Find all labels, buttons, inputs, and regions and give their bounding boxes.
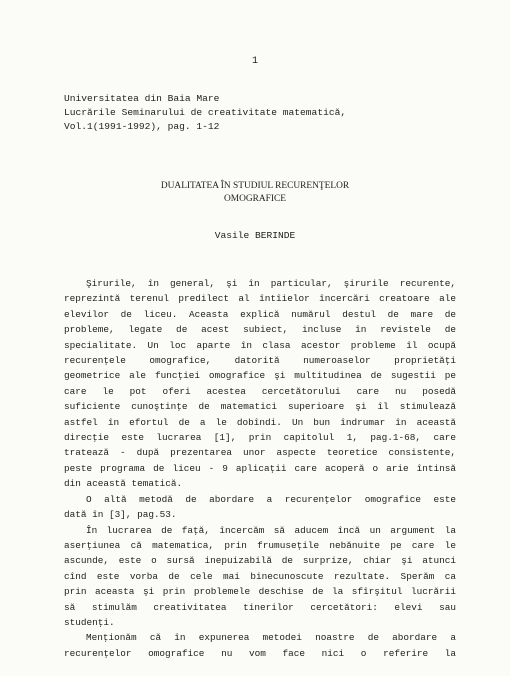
text-line: din această tematică.	[64, 478, 183, 490]
text-line: reprezintă terenul predilect al întîielor încercări creatoare ale	[64, 293, 456, 305]
paragraph	[64, 492, 456, 523]
text-line: tratează - după prezentarea unor aspecte teoretice consistente,	[64, 447, 456, 459]
text-line: probleme, legate de acest subiect, incluse în revistele de	[64, 324, 456, 336]
text-line: cînd este vorba de cele mai binecunoscute rezultate. Sperăm ca	[64, 570, 456, 582]
text-line: recurenţele omografice, datorită numeroaselor proprietăţi	[64, 355, 456, 367]
author-name: Vasile BERINDE	[214, 230, 296, 241]
text-line: specialitate. Un loc aparte în clasa acestor probleme îl ocupă	[64, 339, 456, 351]
paragraph	[64, 523, 456, 631]
text-line: Menţionăm că în expunerea metodei noastre de abordare a	[86, 632, 456, 644]
text-line: ascunde, este o sursă inepuizabilă de surprize, chiar şi atunci	[64, 555, 456, 567]
header-university: Universitatea din Baia Mare	[64, 93, 220, 104]
text-line: studenţi.	[64, 616, 115, 628]
title-line-2: OMOGRAFICE	[224, 194, 286, 204]
text-line: prin aceasta şi prin problemele deschise de la sfîrşitul lucrării	[64, 586, 456, 598]
text-line: geometrice ale funcţiei omografice şi multitudinea de sugestii pe	[64, 370, 456, 382]
text-line: direcţie este lucrarea [1], prin capitolul 1, pag.1-68, care	[64, 432, 456, 444]
page-number: 1	[251, 56, 258, 67]
header-volume: Vol.1(1991-1992), pag. 1-12	[64, 121, 220, 132]
text-line: elevilor de liceu. Aceasta explică numărul destul de mare de	[64, 308, 456, 320]
article-body	[64, 276, 456, 661]
text-line: dată în [3], pag.53.	[64, 509, 177, 521]
publication-header	[64, 92, 346, 134]
text-line: astfel în efortul de a le dobîndi. Un bun îndrumar în această	[64, 416, 456, 428]
text-line: care le pot oferi acestea cercetătorului care nu posedă	[64, 385, 456, 397]
article-title	[0, 180, 510, 206]
text-line: recurenţelor omografice nu vom face nici o referire la	[64, 647, 456, 659]
title-line-1: DUALITATEA ÎN STUDIUL RECURENŢELOR	[160, 181, 350, 191]
text-line: să stimulăm creativitatea tinerilor cercetători: elevi sau	[64, 601, 456, 613]
text-line: În lucrarea de faţă, încercăm să aducem încă un argument la	[86, 524, 456, 536]
text-line: Şirurile, în general, şi în particular, şirurile recurente,	[86, 278, 456, 289]
paragraph	[64, 276, 456, 492]
text-line: suficiente cunoştinţe de matematici superioare şi îl stimulează	[64, 401, 456, 413]
paragraph	[64, 630, 456, 661]
text-line: O altă metodă de abordare a recurenţelor omografice este	[86, 493, 456, 505]
header-seminar: Lucrările Seminarului de creativitate matematică,	[64, 107, 347, 118]
text-line: aserţiunea că matematica, prin frumuseţile nebănuite pe care le	[64, 539, 456, 551]
text-line: peste programa de liceu - 9 aplicaţii care acoperă o arie întinsă	[64, 462, 456, 474]
